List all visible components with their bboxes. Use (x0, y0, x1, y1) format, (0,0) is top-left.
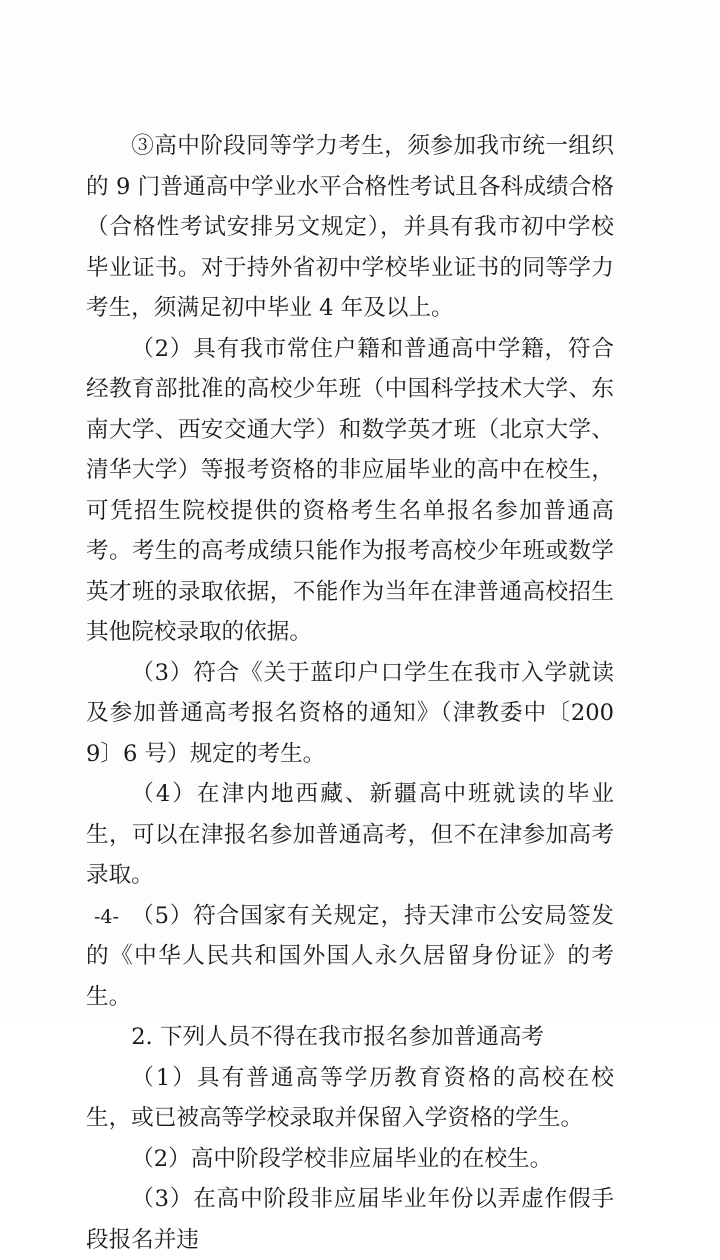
section-heading-2: 2. 下列人员不得在我市报名参加普通高考 (131, 1024, 545, 1050)
paragraph-item-3: （3）符合《关于蓝印户口学生在我市入学就读及参加普通高考报名资格的通知》（津教委中〔2009〕6 号）规定的考生。 (86, 659, 614, 767)
page-number: -4- (94, 906, 119, 928)
body-text (86, 126, 614, 1260)
paragraph-item-2: （2）具有我市常住户籍和普通高中学籍，符合经教育部批准的高校少年班（中国科学技术大学、东南大学、西安交通大学）和数学英才班（北京大学、清华大学）等报考资格的非应届毕业的高中在校生，可凭招生院校提供的资格考生名单报名参加普通高考。考生的高考成绩只能作为报考高校少年班或数学英才班的录取依据，不能作为当年在津普通高校招生其他院校录取的依据。 (86, 335, 614, 645)
paragraph-excluded-1: （1）具有普通高等学历教育资格的高校在校生，或已被高等学校录取并保留入学资格的学生。 (86, 1064, 614, 1131)
paragraph-excluded-2: （2）高中阶段学校非应届毕业的在校生。 (131, 1145, 553, 1172)
paragraph-item-4: （4）在津内地西藏、新疆高中班就读的毕业生，可以在津报名参加普通高考，但不在津参加高考录取。 (86, 781, 614, 888)
paragraph-item-5: （5）符合国家有关规定，持天津市公安局签发的《中华人民共和国外国人永久居留身份证》的考生。 (86, 902, 614, 1010)
paragraph-excluded-3: （3）在高中阶段非应届毕业年份以弄虚作假手段报名并违 (86, 1186, 614, 1253)
paragraph-equivalent-qualification: ③高中阶段同等学力考生，须参加我市统一组织的 9 门普通高中学业水平合格性考试且各科成绩合格（合格性考试安排另文规定），并具有我市初中学校毕业证书。对于持外省初中学校毕业证书的同等学力考生，须满足初中毕业 4 年及以上。 (86, 133, 614, 321)
